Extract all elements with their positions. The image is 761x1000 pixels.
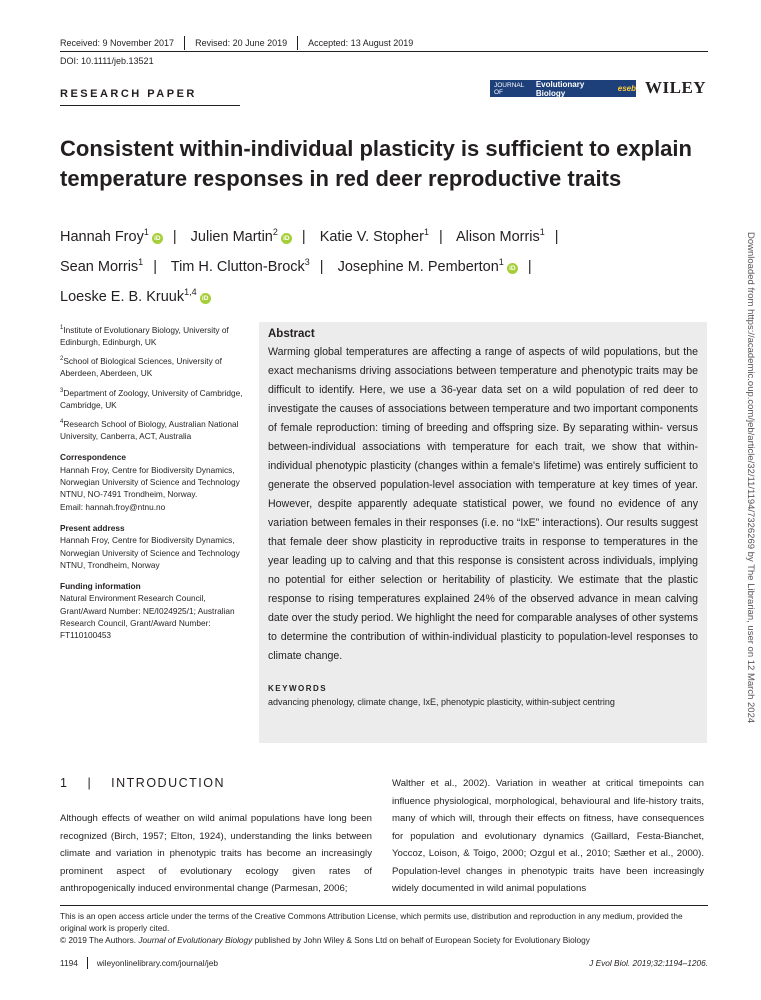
accepted-date: Accepted: 13 August 2019 bbox=[308, 38, 414, 48]
author[interactable] bbox=[338, 259, 518, 275]
footnote-rule bbox=[60, 905, 708, 906]
present-address-text: Hannah Froy, Centre for Biodiversity Dynamics, Norwegian University of Science and Technology NTNU, Trondheim, Norway bbox=[60, 535, 240, 570]
affiliation-text: Institute of Evolutionary Biology, University of Edinburgh, Edinburgh, UK bbox=[60, 324, 229, 348]
affiliation bbox=[60, 416, 245, 442]
author-affiliation-mark: 2 bbox=[272, 227, 278, 237]
author-affiliation-mark: 1 bbox=[138, 257, 144, 268]
author-affiliation-mark: 1 bbox=[423, 227, 429, 237]
affiliation bbox=[60, 385, 245, 411]
affiliation bbox=[60, 322, 245, 348]
correspondence-email[interactable]: Email: hannah.froy@ntnu.no bbox=[60, 501, 166, 512]
orcid-icon[interactable]: iD bbox=[152, 233, 163, 244]
author-name: Loeske E. B. Kruuk bbox=[60, 289, 185, 306]
author-affiliation-mark: 1 bbox=[143, 227, 149, 237]
author[interactable] bbox=[171, 259, 310, 275]
revised-date: Revised: 20 June 2019 bbox=[195, 38, 288, 48]
present-address-heading: Present address bbox=[60, 522, 125, 533]
divider bbox=[184, 36, 185, 50]
abstract-heading: Abstract bbox=[268, 328, 315, 340]
author-separator: | bbox=[153, 259, 157, 276]
article-title: Consistent within-individual plasticity is sufficient to explain temperature responses in red deer reproductive traits bbox=[60, 136, 692, 191]
author-name: Sean Morris bbox=[60, 259, 139, 276]
received-date: Received: 9 November 2017 bbox=[60, 38, 175, 48]
author-affiliation-mark: 1 bbox=[498, 257, 504, 268]
correspondence-text: Hannah Froy, Centre for Biodiversity Dynamics, Norwegian University of Science and Technology NTNU, NO-7491 Trondheim, Norway. bbox=[60, 464, 240, 500]
article-dates bbox=[60, 36, 413, 50]
journal-url[interactable]: wileyonlinelibrary.com/journal/jeb bbox=[96, 958, 218, 968]
author[interactable] bbox=[456, 229, 545, 245]
author-separator: | bbox=[527, 259, 532, 276]
affiliation-number: 1 bbox=[60, 325, 64, 331]
citation: J Evol Biol. 2019;32:1194–1206. bbox=[589, 958, 708, 968]
author-separator: | bbox=[301, 228, 306, 245]
author-separator: | bbox=[172, 228, 177, 245]
affiliation-text: Department of Zoology, University of Cambridge, Cambridge, UK bbox=[60, 387, 243, 410]
author-name: Tim H. Clutton-Brock bbox=[170, 259, 305, 276]
article-type-rule bbox=[60, 105, 240, 106]
body-column-right: Walther et al., 2002). Variation in weather at critical timepoints can influence physiological, morphological, behavioural and life-history traits, many of which will, through their effects on fitness, have consequences for population and evolutionary dynamics (Gaillard, Festa-Bianchet, Yoccoz, Loison, & Toigo, 2000; Ozgul et al., 2010; Sæther et al., 2000). Population-level changes in phenotypic traits have been increasingly widely documented in wild animal populations bbox=[392, 778, 704, 894]
author-affiliation-mark: 1 bbox=[539, 227, 545, 237]
author[interactable] bbox=[320, 229, 429, 245]
affiliation-number: 4 bbox=[60, 419, 64, 426]
author[interactable] bbox=[60, 259, 143, 275]
funding-heading: Funding information bbox=[60, 581, 141, 592]
journal-logo-name: Evolutionary Biology bbox=[535, 79, 585, 98]
author-name: Hannah Froy bbox=[60, 228, 144, 245]
author-separator: | bbox=[554, 228, 559, 245]
eseb-logo: eseb bbox=[617, 84, 636, 93]
affiliation-number: 2 bbox=[60, 356, 64, 363]
section-title: INTRODUCTION bbox=[111, 776, 225, 790]
journal-logo-prefix: JOURNAL OF bbox=[494, 81, 525, 96]
page-number: 1194 bbox=[60, 958, 78, 968]
author-separator: | bbox=[438, 228, 443, 245]
author-separator: | bbox=[319, 259, 324, 276]
copyright-line: © 2019 The Authors. Journal of Evolutionary Biology published by John Wiley & Sons Ltd on behalf of European Society for Evolutionary Biology bbox=[60, 935, 590, 945]
orcid-icon[interactable]: iD bbox=[507, 263, 518, 274]
page-footer bbox=[60, 957, 708, 969]
section-number: 1 bbox=[60, 776, 69, 790]
journal-name: Journal of Evolutionary Biology bbox=[138, 935, 253, 945]
author-name: Josephine M. Pemberton bbox=[337, 259, 499, 276]
orcid-icon[interactable]: iD bbox=[200, 293, 211, 304]
affiliation-text: Research School of Biology, Australian National University, Canberra, ACT, Australia bbox=[60, 418, 239, 442]
license-text: This is an open access article under the terms of the Creative Commons Attribution License, which permits use, distribution and reproduction in any medium, provided the original work is properly cited. bbox=[60, 911, 683, 933]
author-name: Julien Martin bbox=[190, 228, 273, 245]
abstract-box bbox=[259, 322, 707, 743]
author[interactable] bbox=[191, 229, 292, 245]
divider bbox=[87, 957, 88, 969]
body-column-left: Although effects of weather on wild animal populations have long been recognized (Birch, 1957; Elton, 1924), understanding the links between climate and variation in phenotypic traits has become an increasingly prominent aspect of evolutionary ecology given rates of anthropogenically induced environmental change (Parmesan, 2006; bbox=[60, 813, 372, 894]
orcid-icon[interactable]: iD bbox=[281, 233, 292, 244]
divider bbox=[297, 36, 298, 50]
author[interactable] bbox=[60, 229, 163, 245]
affiliation bbox=[60, 353, 245, 379]
author-name: Alison Morris bbox=[455, 228, 540, 245]
keywords-heading: KEYWORDS bbox=[268, 684, 328, 693]
keywords-list: advancing phenology, climate change, IxE, phenotypic plasticity, within-subject centring bbox=[268, 697, 615, 707]
affiliation-text: School of Biological Sciences, University of Aberdeen, Aberdeen, UK bbox=[60, 356, 222, 379]
author-name: Katie V. Stopher bbox=[319, 228, 424, 245]
abstract-text: Warming global temperatures are affecting a range of aspects of wild populations, but the exact mechanisms driving associations between temperature and phenotypic traits may be difficult to identify. Here, we use a 36-year data set on a wild population of red deer to investigate the causes of associations between temperature and two important components of female reproduction: timing of breeding and offspring size. By separating within- versus between-individual associations with temperature for each trait, we show that within-individual phenotypic plasticity (changes within a female's lifetime) was entirely sufficient to generate the observed population-level association with temperature at key times of year. However, despite apparently adequate statistical power, we found no evidence of any variation between females in their responses (i.e. no “IxE” interactions). Our results suggest that female deer show plasticity in reproductive traits in response to temperatures in the year leading up to calving and that this response is consistent across individuals, implying no potential for either selection or heritability of plasticity. We estimate that the plastic response to rising temperatures explained 24% of the observed advance in mean calving date over the study period. We highlight the need for comparable analyses of other systems to determine the contribution of within-individual plasticity to population-level responses to climate change. bbox=[268, 346, 698, 662]
download-watermark: Downloaded from https://academic.oup.com/jeb/article/32/11/1194/7326269 by The Librarian, user on 12 March 2024 bbox=[745, 232, 756, 724]
author[interactable] bbox=[60, 289, 211, 305]
author-affiliation-mark: 1,4 bbox=[184, 287, 197, 298]
funding-text: Natural Environment Research Council, Grant/Award Number: NE/I024925/1; Australian Research Council, Grant/Award Number: FT110100453 bbox=[60, 593, 235, 641]
correspondence-heading: Correspondence bbox=[60, 452, 126, 463]
section-heading bbox=[60, 776, 225, 790]
affiliation-number: 3 bbox=[60, 387, 64, 394]
license-footnote bbox=[60, 910, 708, 946]
article-type: RESEARCH PAPER bbox=[60, 88, 197, 100]
affiliations-panel bbox=[60, 322, 245, 642]
publisher-logo[interactable]: WILEY bbox=[645, 78, 707, 97]
header-rule bbox=[60, 51, 708, 52]
author-affiliation-mark: 3 bbox=[304, 257, 310, 268]
journal-logo[interactable] bbox=[490, 80, 636, 97]
doi[interactable]: DOI: 10.1111/jeb.13521 bbox=[60, 56, 154, 66]
section-divider: | bbox=[87, 776, 93, 790]
author-list bbox=[60, 220, 720, 311]
